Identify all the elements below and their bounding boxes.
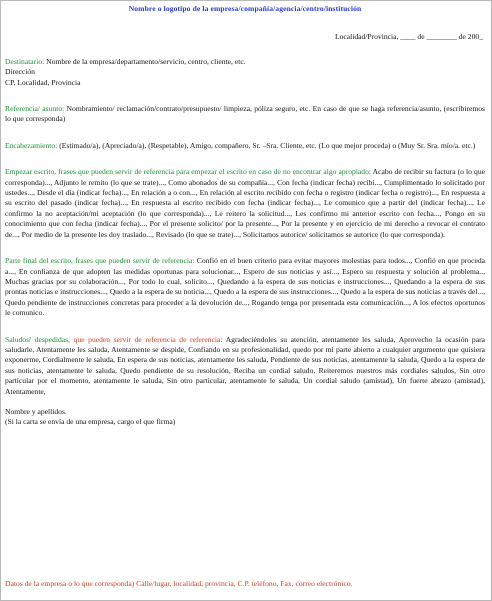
footer-company-data: Datos de la empresa o lo que corresponda) Calle/lugar, localidad, provincia, C.P. teléfono, Fax, correo electrónico.: [5, 579, 353, 588]
farewell-label: Saludos/ despedidas,: [5, 334, 70, 344]
closing-part-text: Confió en el buen criterio para evitar mayores molestias para todos..., Confió en que proceda a..., En confianza de que adopten las medidas oportunas para solucionar..., Espero de sus noticias y así..., Espero su respuesta y solución al problema.., Muchas gracias por su colaboración..., Por todo lo cual, solicito..., Quedando a la espera de sus noticias e instrucciones..., Quedando a la espera de sus prontas noticias e instrucciones..., Quedo a la espera de su noticia..., Quedo a la espera de sus instrucciones..., Quedo a la espera de sus noticias a través del..., Quedo pendiente de instrucciones concretas para proceder a la devolución de..., Rogando tenga por presentada esta comunicación..., A los efectos oportunos le comunico.: [5, 256, 485, 318]
reference-label: Referencia/ asunto:: [5, 104, 65, 114]
company-name-title: Nombre o logotipo de la empresa/compañía/agencia/centro/institución: [128, 4, 362, 13]
postal-line: CP, Localidad, Provincia: [5, 77, 81, 87]
address-line: Dirección: [5, 67, 35, 77]
signature-note: (Si la carta se envía de una empresa, cargo el que firma): [5, 417, 176, 427]
farewell-text: Agradeciéndoles su atención, atentamente les saluda, Aprovecho la ocasión para saludarle, Atentamente les saluda, Atentamente se despide, Confiando en su profesionalidad, quedo por mi parte abierto a cualquier argumento que quisiera exponerme, Cordialmente le saluda, En espera de sus noticias, atentamente les saluda, Pendiente de sus noticias, atentamente la saluda, Quedo a la espera de sus noticias, atentamente le saluda, Quedo pendiente de su resolución, Reciba un cordial saludo, Reiteremos nuestros más cordiales saludos, Sin otro particular por el momento, atentamente le saluda, Sin otro particular, atentamente le saluda, Un cordial saludo (amistad), Un fuerte abrazo (amistad), Atentamente,: [5, 334, 485, 396]
recipient-line: [5, 57, 485, 67]
farewell-label-red: que pueden servir de referencia de referencia:: [69, 334, 223, 344]
recipient-label: Destinatario:: [5, 56, 45, 66]
reference-text: Nombramiento/ reclamación/contrato/presupuesto/ limpieza, póliza seguro, etc. En caso de que se haga referencia/asunto, (escribiremos lo que corresponda): [5, 104, 486, 124]
signature-name: Nombre y apellidos.: [5, 406, 67, 416]
greeting-block: [5, 141, 485, 151]
opening-label: Empezar escrito, frases que pueden servir de referencia para empezar el escrito en caso de no encontrar algo apropiado:: [5, 167, 371, 177]
reference-block: [5, 104, 485, 125]
closing-part-block: [5, 256, 485, 318]
opening-block: [5, 167, 485, 240]
greeting-label: Encabezamiento:: [5, 140, 58, 150]
recipient-block: [5, 57, 485, 88]
opening-text: Acabo de recibir su factura (o lo que corresponda)..., Adjunto le remito (lo que se trate)..., Como abonados de su compañía..., Con fecha (indicar fecha) recibí..., Cumplimentado lo solicitado por ustedes..., Desde el día (indicar fecha)..., En relación a o con..., En relación al escrito recibido con fecha o registro (indicar fecha o registro)..., En respuesta a su escrito del pasado (indicar fecha)..., En respuesta al escrito recibido con fecha (indicar fecha)..., Le comunico que a partir del (indicar fecha)..., Le confirmo la no aceptación/mi aceptación (lo que corresponda)..., Le reitero la solicitud..., Les confirmo mi anterior escrito con fecha..., Pongo en su conocimiento que con fecha (indicar fecha)..., Por el presente solicito/ por la presente..., Por la presente y en ejercicio de mi derecho a revocar el contrato de..., Por medio de la presente les doy traslado..., Revisado (lo que se trate)..., Solicitamos autorice/ solicitamos se autorice (lo que corresponda).: [5, 167, 485, 239]
closing-part-label: Parte final del escrito, frases que pueden servir de referencia:: [5, 256, 195, 266]
recipient-text: Nombre de la empresa/departamento/servicio, centro, cliente, etc.: [44, 56, 246, 66]
farewell-block: [5, 335, 485, 397]
place-date-line: Localidad/Provincia, ____ de ________ de 200_: [334, 32, 483, 42]
signature-block: [5, 407, 485, 428]
greeting-text: (Estimado/a), (Apreciado/a), (Respetable), Amigo, compañero, Sr. –Sra. Cliente, etc. (Lo que mejor proceda) o (Muy Sr. Sra. mío/a. etc.): [57, 140, 476, 150]
